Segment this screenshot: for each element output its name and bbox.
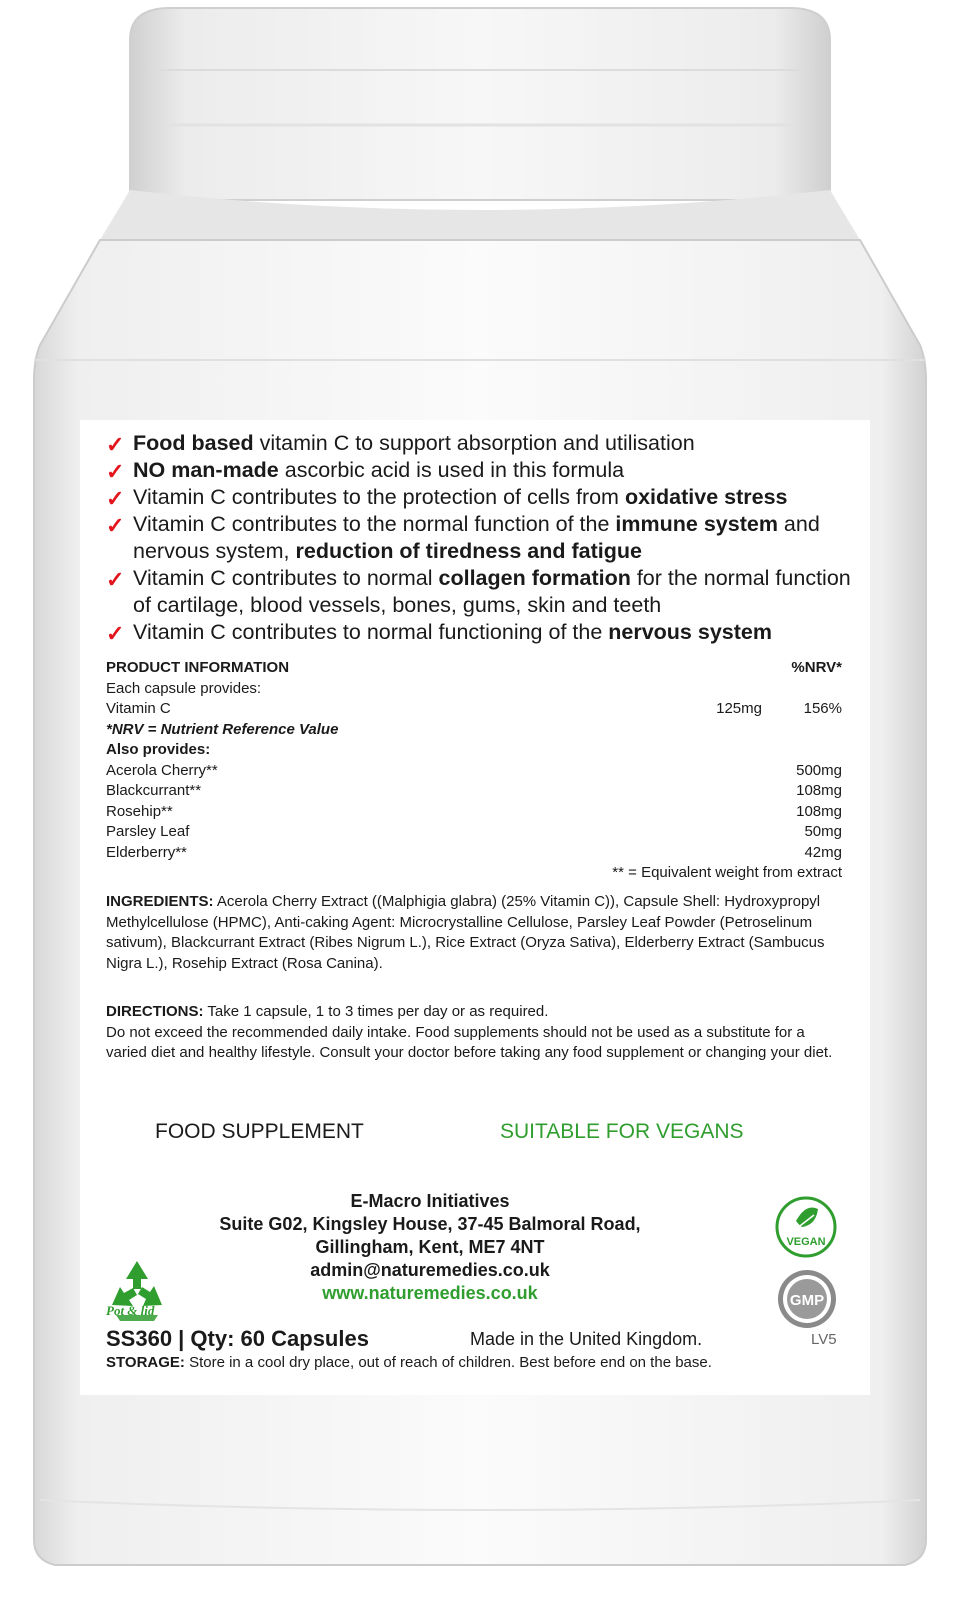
nutrient-name: Vitamin C xyxy=(106,700,171,717)
extra-amount: 108mg xyxy=(796,782,842,799)
extra-name: Blackcurrant** xyxy=(106,782,202,799)
extra-name: Acerola Cherry** xyxy=(106,761,218,779)
each-capsule-text: Each capsule provides: xyxy=(106,679,262,697)
ingredients-label: INGREDIENTS: xyxy=(106,893,214,910)
vegan-badge-text: VEGAN xyxy=(786,1236,826,1248)
nrv-heading: %NRV* xyxy=(791,659,842,676)
extra-row xyxy=(106,781,842,802)
product-info-heading: PRODUCT INFORMATION xyxy=(106,659,290,676)
address-line-1: Suite G02, Kingsley House, 37-45 Balmoral Road, xyxy=(219,1214,641,1234)
company-email: admin@naturemedies.co.uk xyxy=(310,1260,550,1280)
tick-icon: ✓ xyxy=(106,621,125,646)
extra-name: Parsley Leaf xyxy=(106,823,190,840)
sku-quantity: SS360 | Qty: 60 Capsules xyxy=(106,1326,369,1351)
nutrient-nrv: 156% xyxy=(803,700,842,717)
equivalent-note: ** = Equivalent weight from extract xyxy=(612,864,842,881)
directions-text: Take 1 capsule, 1 to 3 times per day or as required. xyxy=(203,1003,549,1020)
extra-row xyxy=(106,802,842,823)
directions-label: DIRECTIONS: xyxy=(106,1003,204,1020)
extra-amount: 42mg xyxy=(804,843,842,861)
company-name: E-Macro Initiatives xyxy=(350,1191,510,1211)
ingredients-text: Acerola Cherry Extract ((Malphigia glabra) (25% Vitamin C)), Capsule Shell: Hydroxypropyl Methylcellulose (HPMC), Anti-caking Agent: Microcrystalline Cellulose, Parsley Leaf Powder (Petroselinum sativum), Blackcurrant Extract (Ribes Nigrum L.), Rice Extract (Oryza Sativa), Elderberry Extract (Sambucus Nigra L.), Rosehip Extract (Rosa Canina). xyxy=(106,893,825,972)
gmp-seal-icon xyxy=(776,1268,838,1330)
company-address xyxy=(200,1190,660,1305)
vegan-leaf-icon xyxy=(774,1195,838,1259)
extra-amount: 500mg xyxy=(796,761,842,779)
extra-row xyxy=(106,761,842,782)
storage-label: STORAGE: xyxy=(106,1354,185,1371)
extra-name: Elderberry** xyxy=(106,843,187,861)
label-version: LV5 xyxy=(811,1331,837,1348)
address-line-2: Gillingham, Kent, ME7 4NT xyxy=(315,1237,545,1257)
claim-item: ✓ Vitamin C contributes to normal functioning of the nervous system xyxy=(106,620,772,646)
claim-item: ✓ Vitamin C contributes to normal collagen formation for the normal function of cartilage, blood vessels, bones, gums, skin and teeth xyxy=(106,566,851,617)
each-capsule-row xyxy=(106,679,842,700)
recycle-icon xyxy=(102,1245,172,1335)
label-footer xyxy=(106,1326,846,1354)
nutrient-amount: 125mg xyxy=(716,700,762,717)
company-website: www.naturemedies.co.uk xyxy=(322,1283,538,1303)
extra-row xyxy=(106,843,842,864)
food-supplement-text: FOOD SUPPLEMENT xyxy=(155,1120,364,1143)
storage-body: Store in a cool dry place, out of reach of children. Best before end on the base. xyxy=(184,1354,712,1371)
also-provides-heading: Also provides: xyxy=(106,741,211,758)
product-label xyxy=(80,420,870,1395)
extra-amount: 50mg xyxy=(804,823,842,840)
tick-icon: ✓ xyxy=(106,459,125,484)
directions-warning: Do not exceed the recommended daily intake. Food supplements should not be used as a substitute for a varied diet and healthy lifestyle. Consult your doctor before taking any food supplement or changing your diet. xyxy=(106,1023,833,1061)
made-in-text: Made in the United Kingdom. xyxy=(470,1329,703,1349)
vitamin-c-row xyxy=(106,699,842,720)
info-heading-row xyxy=(106,658,842,679)
tick-icon: ✓ xyxy=(106,567,125,592)
tick-icon: ✓ xyxy=(106,486,125,511)
directions-paragraph xyxy=(106,1002,844,1064)
claims-list xyxy=(106,430,866,646)
extra-amount: 108mg xyxy=(796,802,842,820)
suitable-vegans-text: SUITABLE FOR VEGANS xyxy=(500,1120,744,1143)
nrv-note: *NRV = Nutrient Reference Value xyxy=(106,720,339,738)
claim-item: ✓ Vitamin C contributes to the protection of cells from oxidative stress xyxy=(106,485,788,511)
recycle-caption: Pot & lid xyxy=(106,1303,155,1318)
extra-row xyxy=(106,822,842,843)
tick-icon: ✓ xyxy=(106,513,125,538)
ingredients-paragraph xyxy=(106,892,844,974)
gmp-badge-text: GMP xyxy=(789,1292,825,1309)
claim-item: ✓ Vitamin C contributes to the normal function of the immune system and nervous system, reduction of tiredness and fatigue xyxy=(106,512,820,563)
claim-item: ✓ NO man-made ascorbic acid is used in this formula xyxy=(106,458,625,484)
tick-icon: ✓ xyxy=(106,432,125,457)
equivalent-note-row xyxy=(106,863,842,884)
extra-name: Rosehip** xyxy=(106,802,173,820)
claim-item: ✓ Food based vitamin C to support absorption and utilisation xyxy=(106,431,695,457)
product-information-table xyxy=(106,658,842,884)
storage-text xyxy=(106,1354,846,1371)
bottle-cap xyxy=(130,8,830,200)
